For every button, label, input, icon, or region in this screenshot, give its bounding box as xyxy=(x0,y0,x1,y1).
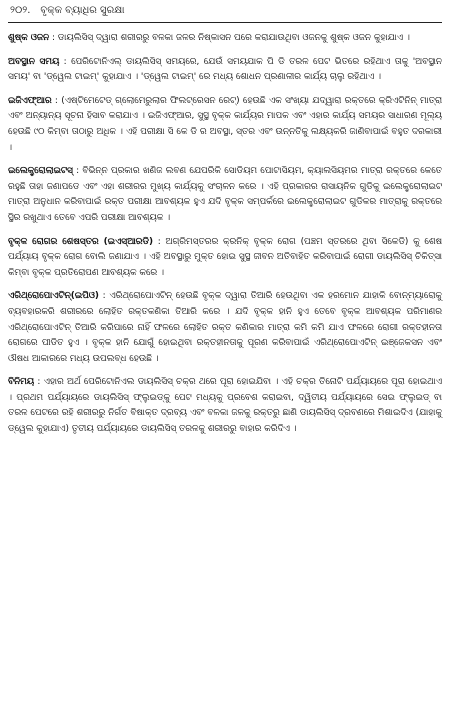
glossary-definition: : ଅଗ୍ରିମସ୍ତରର କ୍ରନିକ୍ ବୃକ୍କ ରୋଗ (ପଞ୍ଚମ ସ୍ତରରେ ଥିବା ସିକେଡି) କୁ ଶେଷ ପର୍ଯ୍ୟାୟ ବୃକ୍କ ରୋଗ ବୋଲି ଜଣାଯାଏ । ଏହି ଅବସ୍ଥାରୁ ମୁକ୍ତ ହୋଇ ସୁସ୍ଥ ଜୀବନ ଅତିବାହିତ କରିବାପାଇଁ ରୋଗୀ ଡାୟଲିସିସ୍ ଚିକିତ୍ସା କିମ୍ବା ବୃକ୍କ ପ୍ରତିରୋପଣ ଆବଶ୍ୟକ କରେ । xyxy=(8,236,442,278)
glossary-entry-dwell-time xyxy=(8,55,442,86)
glossary-definition: : ଏହାର ଅର୍ଥ ପେରିଟୋନିଏଲ ଡାୟଲିସିସ୍ ଚକ୍ର ଥରେ ପୂରା ହୋଇଯିବା । ଏହି ଚକ୍ର ତିନୋଟି ପର୍ଯ୍ୟାୟରେ ପୂରା ହୋଇଥାଏ । ପ୍ରଥମ ପର୍ଯ୍ୟାୟରେ ଡାୟଲିସିସ୍ ଫ୍ଲୁଇଡ୍କୁ ପେଟ ମଧ୍ୟକୁ ପ୍ରବେଶ କରାଇବା, ଦ୍ୱିତୀୟ ପର୍ଯ୍ୟାୟରେ ସେଇ ଫ୍ଲୁଇଡ୍ ବା ତରଳ ପେଟରେ ରହି ଶରୀରରୁ ନିର୍ଗତ ବିଷାକ୍ତ ଦ୍ରବ୍ୟ ଏବଂ ବଳକା ଜଳକୁ ରକ୍ତରୁ ଛାଣି ଡାୟଲିସିସ୍ ଦ୍ରବଣରେ ମିଶାଇଦିଏ (ଯାହାକୁ ଡ୍ୱେଲ କୁହାଯାଏ) ତୃତୀୟ ପର୍ଯ୍ୟାୟରେ ଡାୟଲିସିସ୍ ତରଳକୁ ଶରୀରରୁ ବାହାର କରିଦିଏ । xyxy=(8,377,442,435)
glossary-term: ବିନିମୟ xyxy=(8,377,35,388)
glossary-entry-erythropoietin xyxy=(8,289,442,367)
glossary-entry-egfr xyxy=(8,94,442,156)
glossary-entry-electrolytes xyxy=(8,164,442,226)
glossary-term: ବୃକ୍କ ରୋଗର ଶେଷସ୍ତର (ଇଏସ୍ଆରଡି) xyxy=(8,236,154,247)
running-header xyxy=(8,0,442,23)
glossary-term: ଇଲେକ୍ଟ୍ରୋଲାଇଟସ୍ xyxy=(8,166,73,177)
glossary-definition: : ପେରିଟୋନିଏଲ୍ ଡାୟଲିସିସ୍ ସମୟରେ, ଯେଉଁ ସମୟଯାକ ପି ଡି ତରଳ ପେଟ ଭିତରେ ରହିଥାଏ ତାକୁ 'ଅବସ୍ଥାନ ସମୟ' ବା 'ଡ୍ୱେଲ ଟାଇମ୍' କୁହାଯାଏ । 'ଡ୍ୱେଲ ଟାଇମ୍' ରେ ମଧ୍ୟ ଶୋଧନ ପ୍ରଣାଳୀର କାର୍ଯ୍ୟ ଚାଲୁ ରହିଥାଏ । xyxy=(8,56,442,83)
glossary-term: ଶୁଷ୍କ ଓଜନ xyxy=(8,33,50,43)
book-title: ବୃକ୍କ ବ୍ୟାଧିର ସୁରକ୍ଷା xyxy=(40,5,125,16)
glossary-definition: : (ଏଷ୍ଟିମେଟେଡ୍ ଗ୍ଲୋମେରୁଲାର ଫିଲଟ୍ରେସନ ରେଟ୍) ହେଉଛି ଏକ ସଂଖ୍ୟା ଯଦ୍ୱାରା ରକ୍ତରେ କ୍ରିଏଟିନିନ୍ ମାତ୍ରା ଏବଂ ଅନ୍ୟାନ୍ୟ ସୂଚନା ହିସାବ କରାଯାଏ । ଇଜିଏଫ୍ଆର, ସୁସ୍ଥ ବୃକ୍କ କାର୍ଯ୍ୟର ମାପକ ଏବଂ ଏହାର କାର୍ଯ୍ୟ ସମୟର ସାଧାରଣ ମୂଲ୍ୟ ହେଉଛି ୯୦ କିମ୍ବା ତାଠାରୁ ଅଧିକ । ଏହି ପରୀକ୍ଷା ସି କେ ଡି ର ଅବସ୍ଥା, ସ୍ତର ଏବଂ ଉନ୍ନତିକୁ ଲକ୍ଷ୍ୟକରି ଜାଣିବାପାଇଁ ବହୁତ ଦରକାରୀ । xyxy=(8,95,442,153)
glossary-definition: : ବିଭିନ୍ନ ପ୍ରକାର ଖଣିଜ ଲବଣ ଯେପରିକି ସୋଡିୟମ ପୋଟାସିୟମ, କ୍ୟାଲସିୟମର ମାତ୍ରା ରକ୍ତରେ କେତେ ରହୁଛି ତାହା ଜଣାପଡେ ଏବଂ ଏହା ଶରୀରର ମୁଖ୍ୟ କାର୍ଯ୍ୟକୁ ସଂଚାଳନ କରେ । ଏହି ପ୍ରକାରର ରାସାୟନିକ ଗୁଡିକୁ ଇଲେକ୍ଟ୍ରୋଲାଇଟ ମାତ୍ରା ଅନୁଧାନ କରିବାପାଇଁ ରକ୍ତ ପରୀକ୍ଷା ଆବଶ୍ୟକ ହୁଏ ଯଦି ବୃକ୍କ ସମ୍ପର୍କରେ ଇଲେକ୍ଟ୍ରୋଲାଇଟ ଗୁଡିକର ମାତ୍ରାକୁ ରକ୍ତରେ ସ୍ଥିର ରଖୁଥାଏ ତେବେ ଏପରି ପରୀକ୍ଷା ଆବଶ୍ୟକ । xyxy=(8,166,442,223)
glossary-term: ଇଜିଏଫ୍ଆର xyxy=(8,95,52,106)
glossary-term: ଅବସ୍ଥାନ ସମୟ xyxy=(8,56,60,67)
glossary-definition: : ଡାୟଲିସିସ୍ ଦ୍ୱାରା ଶରୀରରୁ ବଳକା ଜଳର ନିଷ୍କାସନ ପରେ କରାଯାଉଥିବା ଓଜନକୁ ଶୁଷ୍କ ଓଜନ କୁହାଯାଏ । xyxy=(52,33,410,43)
glossary-term: ଏରିଥ୍ରୋପୋଏଟିନ୍(ଇପିଓ) xyxy=(8,291,99,302)
glossary-entries xyxy=(8,23,442,438)
glossary-entry-exchange xyxy=(8,375,442,437)
glossary-entry-dry-weight xyxy=(8,31,442,47)
glossary-definition: : ଏରିଥ୍ରୋପୋଏଟିନ୍ ହେଉଛି ବୃକ୍କ ଦ୍ୱାରା ତିଆରି ହେଉଥିବା ଏକ ହରମୋନ ଯାହାକି ବୋନ୍ମ୍ୟାରୋକୁ ବ୍ୟବହାରକରି ଶରୀରରେ ଲୋହିତ ରକ୍ତକଣିକା ତିଆରି କରେ । ଯଦି ବୃକ୍କ ହାନି ହୁଏ ତେବେ ବୃକ୍କ ଆବଶ୍ୟକ ପରିମାଣର ଏରିଥ୍ରୋପୋଏଟିନ୍ ତିଆରି କରିପାରେ ନାହିଁ ଫଳରେ ଲୋହିତ ରକ୍ତ କଣିକାର ମାତ୍ରା କମି କମି ଯାଏ ଫଳରେ ରୋଗୀ ରକ୍ତହୀନତା ରୋଗରେ ପୀଡିତ ହୁଏ । ବୃକ୍କ ହାନି ଯୋଗୁଁ ହୋଇଥିବା ରକ୍ତହୀନତାକୁ ପୂରଣ କରିବାପାଇଁ ଏରିଥ୍ରୋପୋଏଟିନ୍ ଇଞ୍ଜେକସନ ଏବଂ ଔଷଧ ଆକାରରେ ମଧ୍ୟ ଉପଲବ୍ଧ ହେଉଛି । xyxy=(8,291,442,364)
glossary-entry-esrd xyxy=(8,235,442,282)
page-number: ୨୦୨. xyxy=(10,5,31,16)
